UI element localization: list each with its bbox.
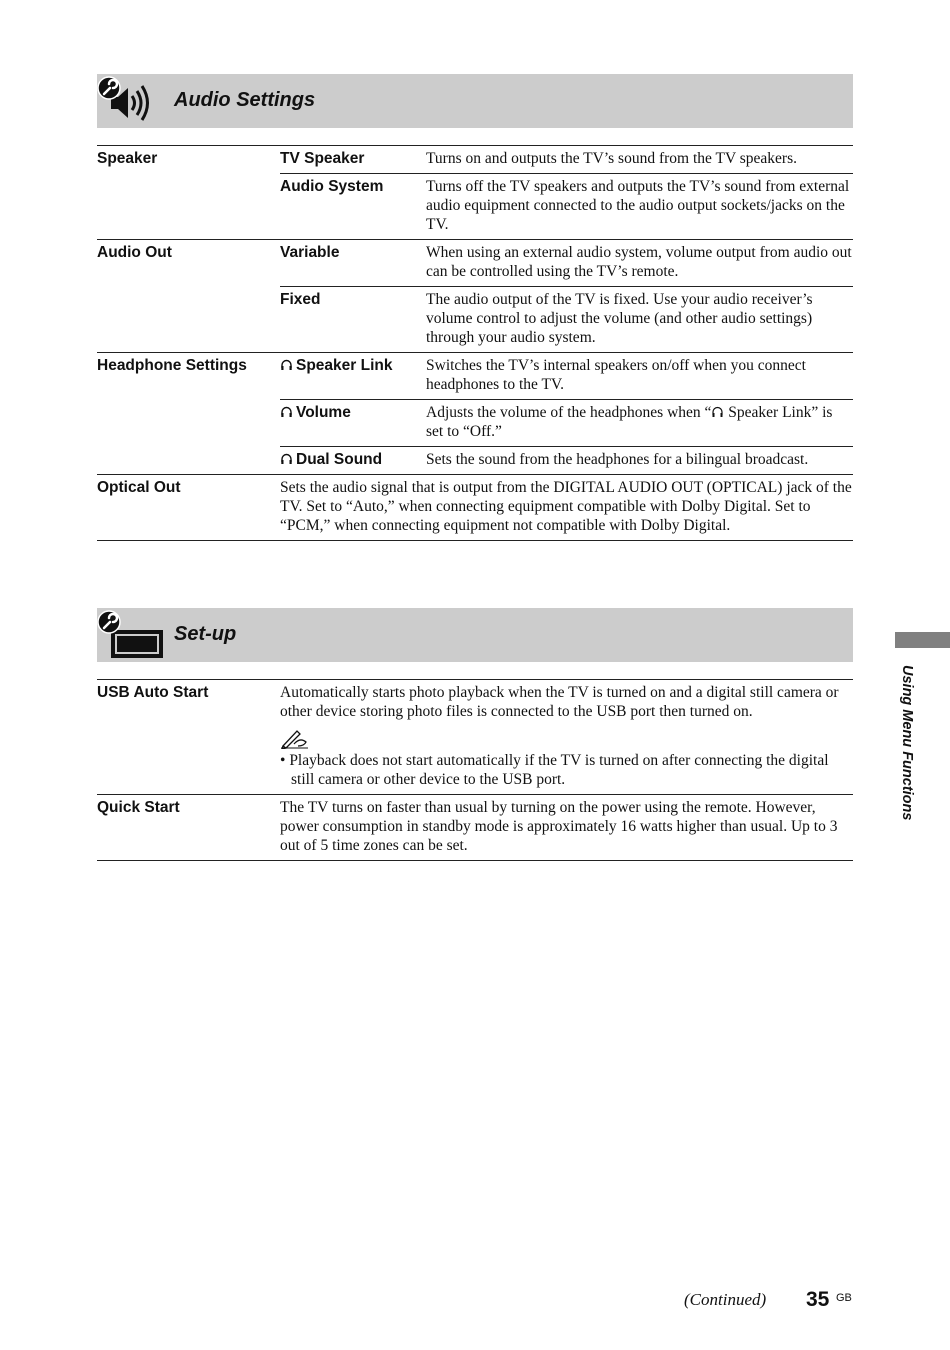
audio-out-label: Audio Out xyxy=(97,240,280,353)
tv-speaker-desc: Turns on and outputs the TV’s sound from the TV speakers. xyxy=(426,146,853,174)
usb-auto-start-cell xyxy=(280,680,853,795)
dual-sound-desc: Sets the sound from the headphones for a bilingual broadcast. xyxy=(426,447,853,475)
fixed-desc: The audio output of the TV is fixed. Use your audio receiver’s volume control to adjust the volume (and other audio settings) through your audio system. xyxy=(426,287,853,353)
setup-table xyxy=(97,679,853,861)
optical-out-label: Optical Out xyxy=(97,475,280,541)
volume-desc-part: Speaker Link” is set to “Off.” xyxy=(426,404,833,440)
volume-desc-part: Adjusts the volume of the headphones when “ xyxy=(426,404,712,421)
pencil-note-icon xyxy=(280,727,310,749)
usb-auto-start-label: USB Auto Start xyxy=(97,680,280,795)
usb-auto-start-note: • Playback does not start automatically if the TV is turned on after connecting the digital still camera or other device to the USB port. xyxy=(280,752,829,788)
note-text: Playback does not start automatically if the TV is turned on after connecting the digital still camera or other device to the USB port. xyxy=(289,752,829,788)
variable-option: Variable xyxy=(280,240,426,287)
dual-sound-label: Dual Sound xyxy=(296,451,383,468)
table-row xyxy=(97,240,853,287)
speaker-label: Speaker xyxy=(97,146,280,240)
side-tab-text: Using Menu Functions xyxy=(899,665,915,821)
headphone-settings-label: Headphone Settings xyxy=(97,353,280,475)
wrench-speaker-icon xyxy=(97,74,167,128)
volume-option xyxy=(280,400,426,447)
side-tab-marker xyxy=(895,632,950,648)
table-row xyxy=(97,680,853,795)
wrench-tv-icon xyxy=(97,608,167,662)
optical-out-desc: Sets the audio signal that is output from the DIGITAL AUDIO OUT (OPTICAL) jack of the TV. Set to “Auto,” when connecting equipment compatible with Dolby Digital. Set to “PCM,” when connecting equipment not compatible with Dolby Digital. xyxy=(280,475,853,541)
dual-sound-option xyxy=(280,447,426,475)
audio-system-option: Audio System xyxy=(280,174,426,240)
tv-speaker-option: TV Speaker xyxy=(280,146,426,174)
audio-settings-title: Audio Settings xyxy=(174,89,316,111)
headphone-icon xyxy=(280,358,293,371)
headphone-icon xyxy=(280,405,293,418)
speaker-link-option xyxy=(280,353,426,400)
setup-title: Set-up xyxy=(174,623,237,645)
page-number: 35 xyxy=(806,1288,830,1311)
table-row xyxy=(97,795,853,861)
audio-settings-header xyxy=(97,74,853,128)
table-row xyxy=(97,353,853,400)
table-row xyxy=(97,146,853,174)
usb-auto-start-desc: Automatically starts photo playback when the TV is turned on and a digital still camera or other device storing photo files is connected to the USB port then turned on. xyxy=(280,684,839,720)
setup-header xyxy=(97,608,853,662)
quick-start-desc: The TV turns on faster than usual by turning on the power using the remote. However, power consumption in standby mode is approximately 16 watts higher than usual. Up to 3 out of 5 time zones can be set. xyxy=(280,795,853,861)
speaker-link-desc: Switches the TV’s internal speakers on/off when you connect headphones to the TV. xyxy=(426,353,853,400)
variable-desc: When using an external audio system, volume output from audio out can be controlled using the TV’s remote. xyxy=(426,240,853,287)
headphone-icon xyxy=(711,405,724,418)
volume-desc xyxy=(426,400,853,447)
continued-label: (Continued) xyxy=(684,1290,767,1309)
volume-label: Volume xyxy=(296,404,351,421)
quick-start-label: Quick Start xyxy=(97,795,280,861)
headphone-icon xyxy=(280,452,293,465)
page-suffix: GB xyxy=(836,1292,852,1304)
speaker-link-label: Speaker Link xyxy=(296,357,393,374)
audio-system-desc: Turns off the TV speakers and outputs the TV’s sound from external audio equipment connected to the audio output sockets/jacks on the TV. xyxy=(426,174,853,240)
fixed-option: Fixed xyxy=(280,287,426,353)
audio-settings-table xyxy=(97,145,853,541)
table-row xyxy=(97,475,853,541)
